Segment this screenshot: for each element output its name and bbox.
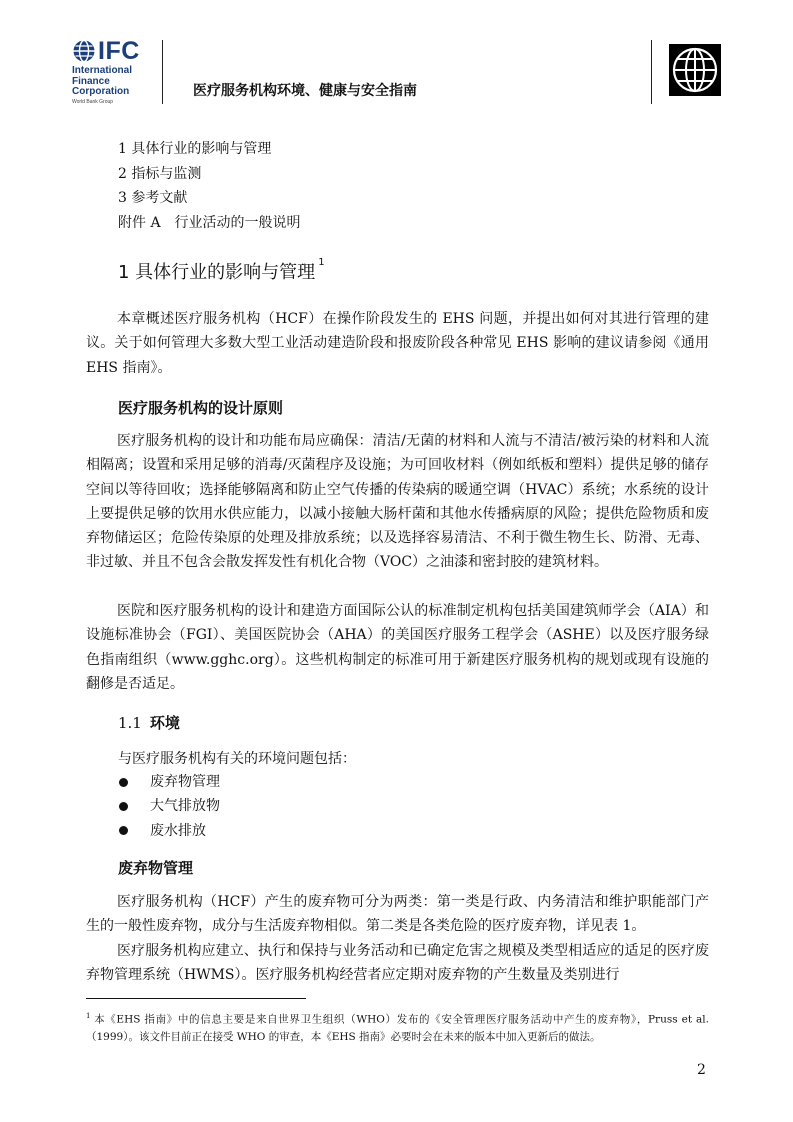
world-bank-globe-icon — [669, 44, 721, 96]
list-item: 大气排放物 — [118, 794, 220, 818]
toc-item[interactable]: 3 参考文献 — [118, 190, 188, 206]
ifc-logo-text: IFC — [98, 37, 140, 65]
section-intro-paragraph: 本章概述医疗服务机构（HCF）在操作阶段发生的 EHS 问题，并提出如何对其进行管理的建议。关于如何管理大多数大型工业活动建造阶段和报废阶段各种常见 EHS 影响的建议请参阅《通用 EHS 指南》。 — [86, 311, 709, 376]
toc-item[interactable]: 1 具体行业的影响与管理 — [118, 141, 272, 157]
waste-paragraph-2: 医疗服务机构应建立、执行和保持与业务活动和已确定危害之规模及类型相适应的适足的医疗废弃物管理系统（HWMS）。医疗服务机构经营者应定期对废弃物的产生数量及类别进行 — [86, 943, 709, 984]
footnote-separator — [86, 998, 306, 999]
bullet-icon — [119, 802, 128, 811]
globe-icon — [72, 39, 96, 63]
footnote: $^1$ 本《EHS 指南》中的信息主要是来自世界卫生组织（WHO）发布的《安全管理医疗服务活动中产生的废弃物》，Pruss et al.（1999）。该文件目前正在接受 WHO 的审查，本《EHS 指南》必要时会在未来的版本中加入更新后的做法。 — [86, 1012, 709, 1043]
design-paragraph-1: 医疗服务机构的设计和功能布局应确保：清洁/无菌的材料和人流与不清洁/被污染的材料和人流相隔离；设置和采用足够的消毒/灭菌程序及设施；为可回收材料（例如纸板和塑料）提供足够的储存空间以等待回收；选择能够隔离和防止空气传播的传染病的暖通空调（HVAC）系统；水系统的设计上要提供足够的饮用水供应能力，以减小接触大肠杆菌和其他水传播病原的风险；提供危险物质和废弃物储运区；危险传染原的处理及排放系统；以及选择容易清洁、不利于微生物生长、防滑、无毒、非过敏、并且不包含会散发挥发性有机化合物（VOC）之油漆和密封胶的建筑材料。 — [86, 433, 709, 571]
footnote-ref[interactable]: 1 — [318, 257, 325, 268]
environment-intro: 与医疗服务机构有关的环境问题包括： — [118, 751, 356, 767]
environment-heading: 1.1 环境 — [118, 714, 180, 732]
header-divider-left — [162, 40, 163, 104]
toc-item[interactable]: 附件 A 行业活动的一般说明 — [118, 214, 301, 231]
bullet-icon — [119, 778, 128, 787]
design-paragraph-2: 医院和医疗服务机构的设计和建造方面国际公认的标准制定机构包括美国建筑师学会（AIA）和设施标准协会（FGI）、美国医院协会（AHA）的美国医疗服务工程学会（ASHE）以及医疗服务绿色指南组织（www.gghc.org）。这些机构制定的标准可用于新建医疗服务机构的规划或现有设施的翻修是否适足。 — [86, 603, 709, 692]
ifc-group-label: World Bank Group — [72, 99, 114, 105]
bullet-icon — [119, 826, 128, 835]
page-number: 2 — [697, 1062, 706, 1078]
ifc-logo — [72, 38, 150, 106]
waste-management-heading: 废弃物管理 — [118, 859, 194, 877]
waste-paragraph-1: 医疗服务机构（HCF）产生的废弃物可分为两类：第一类是行政、内务清洁和维护职能部门产生的一般性废弃物，成分与生活废弃物相似。第二类是各类危险的医疗废弃物，详见表 1。 — [86, 894, 709, 935]
section-heading: 1 具体行业的影响与管理 $^1$ — [118, 257, 325, 283]
page-header — [0, 0, 793, 112]
header-divider-right — [651, 40, 652, 104]
toc-item[interactable]: 2 指标与监测 — [118, 165, 202, 182]
list-item: 废弃物管理 — [118, 770, 220, 794]
design-principles-heading: 医疗服务机构的设计原则 — [118, 399, 284, 417]
environment-issues-list — [118, 770, 220, 843]
document-title: 医疗服务机构环境、健康与安全指南 — [193, 83, 417, 99]
table-of-contents — [118, 137, 301, 235]
ifc-full-name: International Finance Corporation — [72, 65, 133, 97]
list-item: 废水排放 — [118, 819, 220, 843]
